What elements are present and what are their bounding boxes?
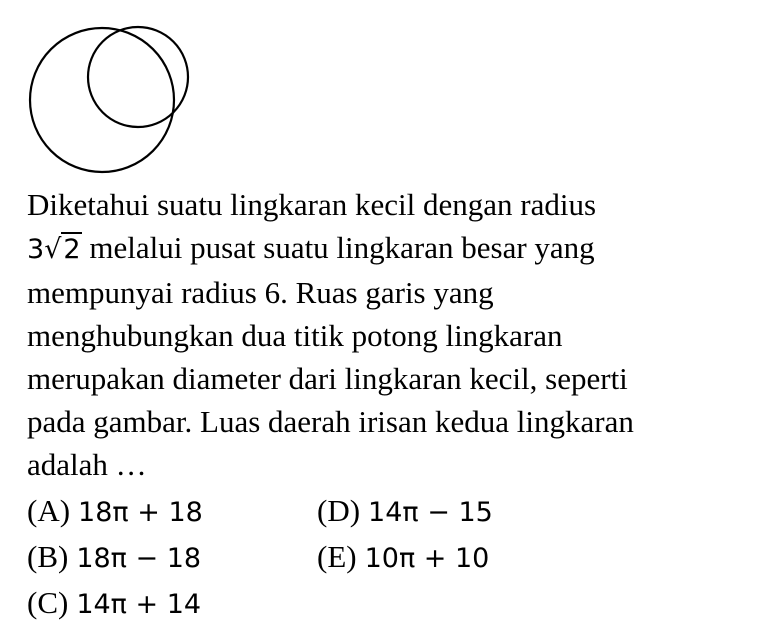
radius-radicand: 2: [63, 234, 81, 265]
square-root: √2: [44, 234, 81, 265]
option-b-letter: (B): [27, 539, 69, 574]
answer-options: [27, 488, 757, 626]
question-line-3: mempunyai radius 6. Ruas garis yang: [27, 275, 494, 310]
option-b-value: 18π − 18: [76, 543, 202, 574]
question-line-6: pada gambar. Luas daerah irisan kedua lingkaran: [27, 404, 634, 439]
question-line-2: [27, 226, 757, 271]
small-circle: [88, 27, 188, 127]
option-d-letter: (D): [317, 493, 361, 528]
option-a-value: 18π + 18: [78, 497, 203, 528]
question-line-7: adalah …: [27, 447, 147, 482]
option-e-letter: (E): [317, 539, 357, 574]
option-b[interactable]: [27, 539, 317, 575]
option-a[interactable]: [27, 493, 317, 529]
large-circle: [30, 28, 174, 172]
option-d-value: 14π − 15: [368, 497, 493, 528]
question-line-4: menghubungkan dua titik potong lingkaran: [27, 318, 563, 353]
radius-expression: [27, 234, 82, 265]
options-row-1: [27, 488, 757, 534]
option-e-value: 10π + 10: [364, 543, 490, 574]
question-line-1: Diketahui suatu lingkaran kecil dengan radius: [27, 187, 597, 222]
circles-diagram: [20, 15, 200, 175]
option-c[interactable]: [27, 585, 317, 621]
question-line-5: merupakan diameter dari lingkaran kecil, seperti: [27, 361, 628, 396]
question-line-2-rest: melalui pusat suatu lingkaran besar yang: [81, 230, 595, 265]
options-row-2: [27, 534, 757, 580]
option-d[interactable]: [317, 493, 493, 529]
option-a-letter: (A): [27, 493, 71, 528]
option-c-value: 14π + 14: [76, 589, 202, 620]
question-text: [27, 183, 757, 486]
option-e[interactable]: [317, 539, 489, 575]
options-row-3: [27, 580, 757, 626]
intersecting-circles-figure: [20, 15, 200, 175]
option-c-letter: (C): [27, 585, 69, 620]
radius-coefficient: 3: [27, 234, 45, 265]
